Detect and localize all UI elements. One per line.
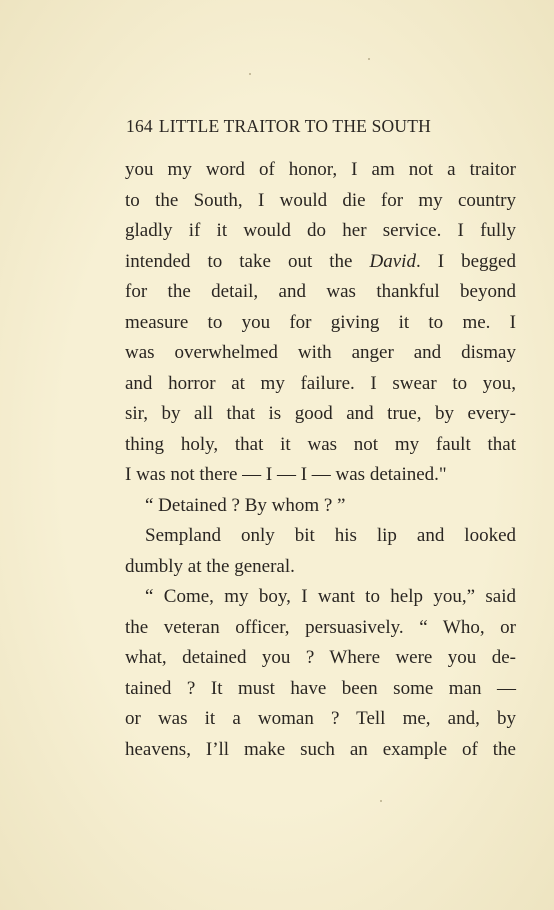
text-line: dumbly at the general. (125, 555, 295, 577)
running-head (126, 116, 518, 137)
page-number: 164 (126, 116, 153, 136)
text-line-with-italic: intended to take out the David. I begged (125, 250, 516, 272)
text-line: Sempland only bit his lip and looked (145, 525, 516, 546)
text-line: to the South, I would die for my country (125, 189, 516, 211)
text-line: heavens, I’ll make such an example of the (125, 738, 516, 760)
text-line: “ Detained ? By whom ? ” (145, 494, 346, 516)
text-line: tained ? It must have been some man — (125, 677, 516, 699)
text-line: for the detail, and was thankful beyond (125, 281, 516, 302)
paper-speck (249, 73, 251, 75)
text-line: gladly if it would do her service. I fully (125, 220, 516, 241)
text-line: measure to you for giving it to me. I (125, 311, 516, 333)
body-text (125, 155, 516, 765)
text-line: “ Come, my boy, I want to help you,” said (145, 586, 516, 607)
text-line: I was not there — I — I — was detained." (125, 464, 447, 485)
paper-speck (368, 58, 370, 60)
text-line: was overwhelmed with anger and dismay (125, 342, 516, 363)
text-line: the veteran officer, persuasively. “ Who, or (125, 616, 516, 638)
text-line: what, detained you ? Where were you de- (125, 647, 516, 668)
text-line: sir, by all that is good and true, by every- (125, 403, 516, 424)
running-title: LITTLE TRAITOR TO THE SOUTH (158, 116, 431, 136)
paper-speck (380, 800, 382, 802)
text-line: thing holy, that it was not my fault that (125, 433, 516, 455)
text-line: or was it a woman ? Tell me, and, by (125, 708, 516, 729)
ship-name: David (369, 250, 416, 272)
text-line: and horror at my failure. I swear to you, (125, 372, 516, 394)
text-line: you my word of honor, I am not a traitor (125, 159, 516, 180)
